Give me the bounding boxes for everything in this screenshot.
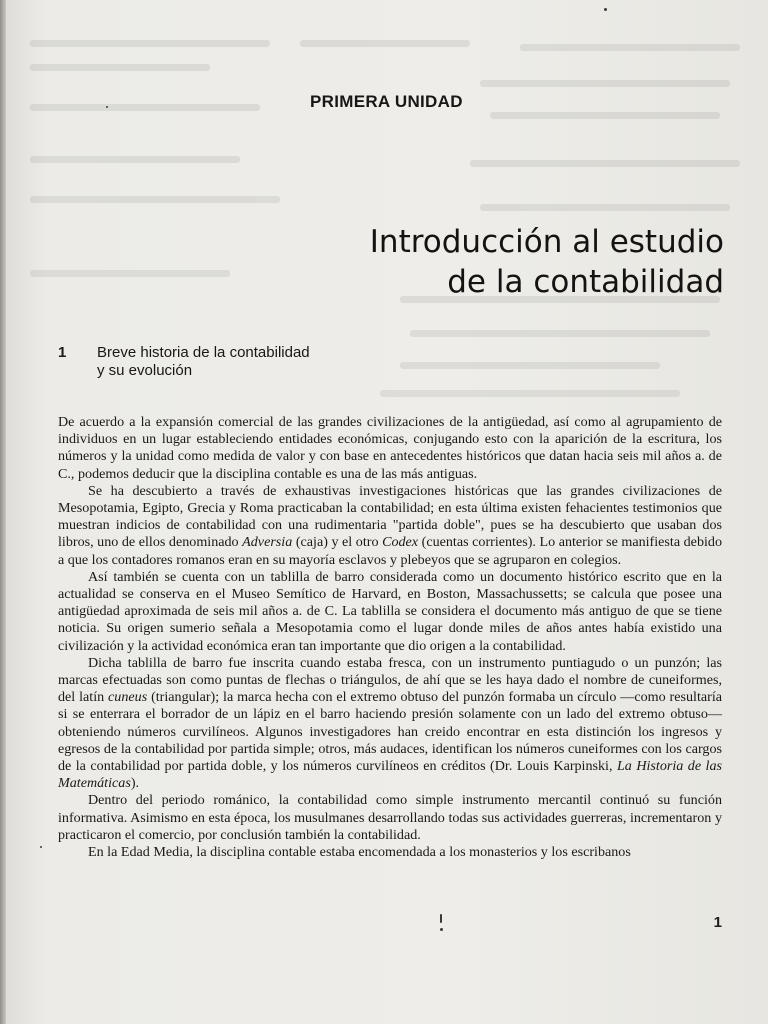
paragraph-4-text-c: ). [130, 775, 140, 792]
scan-speck [604, 8, 607, 11]
paragraph-2-text-c: (cuentas corrientes). Lo anterior se manifiesta debido a que los contadores romanos eran en su mayoría esclavos y plebeyos que se agruparon en colegios. [58, 534, 722, 568]
unit-title: PRIMERA UNIDAD [310, 92, 463, 111]
paragraph-6 [58, 844, 722, 861]
paragraph-2-text-a: Se ha descubierto a través de exhaustivas investigaciones históricas que las grandes civilizaciones de Mesopotamia, Egipto, Grecia y Roma practicaban la contabilidad; en esta última existen fehacientes testimonios que muestran indicios de contabilidad con una rudimentaria "partida doble", pues se ha descubierto que usaban dos libros, uno de ellos denominado [58, 482, 722, 551]
book-title: La Historia de las Matemáticas [58, 758, 722, 792]
paragraph-3 [58, 569, 722, 655]
section-title-line-1: Breve historia de la contabilidad [97, 344, 310, 361]
scan-speck [440, 914, 442, 923]
paragraph-1 [58, 414, 722, 483]
page-number: 1 [713, 914, 722, 931]
section-title [97, 344, 310, 380]
paragraph-2 [58, 483, 722, 569]
paragraph-3-text: Así también se cuenta con un tablilla de barro considerada como un documento histórico escrito que en la actualidad se conserva en el Museo Semítico de Harvard, en Boston, Massachussetts; se calcula que posee una antigüedad aproximada de seis mil años a. de C. La tablilla se considera el documento más antiguo de que se tiene noticia. Su origen sumerio señala a Mesopotamia como el lugar donde miles de años antes había existido una civilización y la actividad económica eran tan importante que dio origen a la contabilidad. [58, 568, 722, 654]
chapter-title-line-2: de la contabilidad [447, 264, 724, 300]
term-codex: Codex [382, 534, 419, 551]
paragraph-2-text-b: (caja) y el otro [292, 534, 383, 551]
chapter-title-line-1: Introducción al estudio [369, 224, 724, 260]
term-cuneus: cuneus [108, 689, 148, 706]
chapter-title [370, 222, 724, 302]
scan-speck [106, 106, 108, 108]
scan-speck [440, 928, 443, 931]
section-title-line-2: y su evolución [97, 362, 193, 379]
paragraph-4-text-a: Dicha tablilla de barro fue inscrita cuando estaba fresca, con un instrumento puntiagudo o un punzón; las marcas efectuadas son como puntas de flechas o triángulos, de ahí que se les haya dado el nombre de cuneiformes, del latín [58, 654, 722, 706]
term-adversia: Adversia [242, 534, 293, 551]
scan-speck [40, 846, 42, 848]
page-binding-edge [0, 0, 6, 1024]
paragraph-5 [58, 792, 722, 844]
body-text [58, 414, 722, 861]
paragraph-1-text: De acuerdo a la expansión comercial de las grandes civilizaciones de la antigüedad, así como al agrupamiento de individuos en un lugar estableciendo entidades económicas, conjugando esto con la aparición de la escritura, los números y la unidad como medida de valor y con base en antecedentes históricos que datan hacia seis mil años a. de C., podemos deducir que la disciplina contable es una de las más antiguas. [58, 414, 722, 482]
paragraph-4 [58, 655, 722, 793]
paragraph-6-text: En la Edad Media, la disciplina contable estaba encomendada a los monasterios y los escribanos [88, 844, 631, 861]
section-number: 1 [58, 344, 67, 361]
paragraph-5-text: Dentro del periodo románico, la contabilidad como simple instrumento mercantil continuó su función informativa. Asimismo en esta época, los musulmanes desarrollando todas sus actividades guerreras, incrementaron y practicaron el comercio, por conclusión también la contabilidad. [58, 792, 722, 843]
paragraph-4-text-b: (triangular); la marca hecha con el extremo obtuso del punzón formaba un círculo —como resultaría si se enterrara el borrador de un lápiz en el barro haciendo presión solamente con un lado del extremo obtuso— obteniendo números curvilíneos. Algunos investigadores han creido encontrar en esta distinción los ingresos y egresos de la contabilidad por partida simple; otros, más audaces, identifican los números cuneiformes con los cargos de la contabilidad por partida doble, y los números curvilíneos en créditos (Dr. Louis Karpinski, [58, 689, 722, 775]
